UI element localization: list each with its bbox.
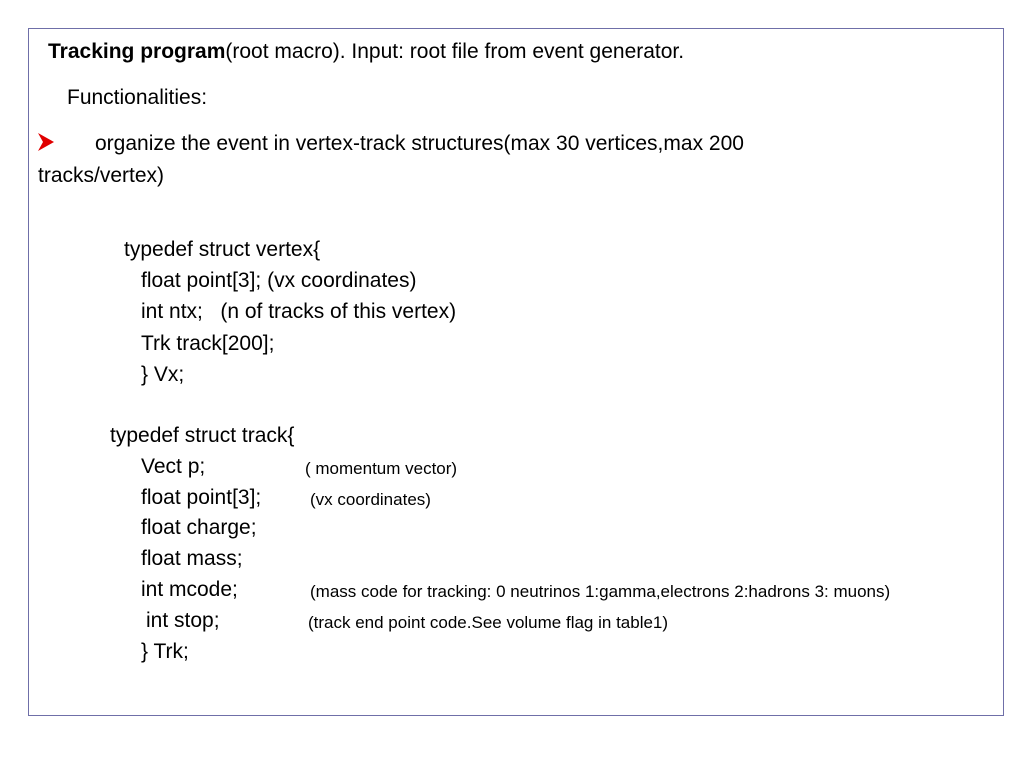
track-field-charge-code: float charge; — [141, 516, 257, 539]
heading-rest: (root macro). Input: root file from event generator. — [225, 40, 685, 63]
heading-bold: Tracking program — [48, 40, 226, 63]
vertex-field-point: float point[3]; (vx coordinates) — [141, 269, 417, 292]
track-field-p-code: Vect p; — [141, 455, 206, 478]
bullet-line1: organize the event in vertex-track structures(max 30 vertices,max 200 — [95, 132, 744, 155]
track-struct-open: typedef struct track{ — [110, 424, 295, 447]
vertex-struct-open: typedef struct vertex{ — [124, 238, 321, 261]
heading-line — [48, 41, 684, 62]
bullet-line2: tracks/vertex) — [38, 164, 165, 187]
track-field-point-code: float point[3]; — [141, 486, 262, 509]
arrow-bullet-icon — [38, 133, 54, 151]
vertex-struct-close: } Vx; — [141, 363, 185, 386]
track-field-stop-code: int stop; — [146, 609, 220, 632]
track-field-mcode-comment: (mass code for tracking: 0 neutrinos 1:gamma,electrons 2:hadrons 3: muons) — [310, 582, 891, 601]
vertex-field-ntx: int ntx; (n of tracks of this vertex) — [141, 300, 457, 323]
track-field-mass-code: float mass; — [141, 547, 243, 570]
track-field-stop-comment: (track end point code.See volume flag in table1) — [308, 613, 669, 632]
track-struct-close: } Trk; — [141, 640, 189, 663]
track-field-point-comment: (vx coordinates) — [310, 490, 431, 509]
track-field-mcode-code: int mcode; — [141, 578, 238, 601]
vertex-field-track: Trk track[200]; — [141, 332, 275, 355]
functionalities-label: Functionalities: — [67, 86, 208, 109]
track-field-p-comment: ( momentum vector) — [305, 459, 458, 478]
